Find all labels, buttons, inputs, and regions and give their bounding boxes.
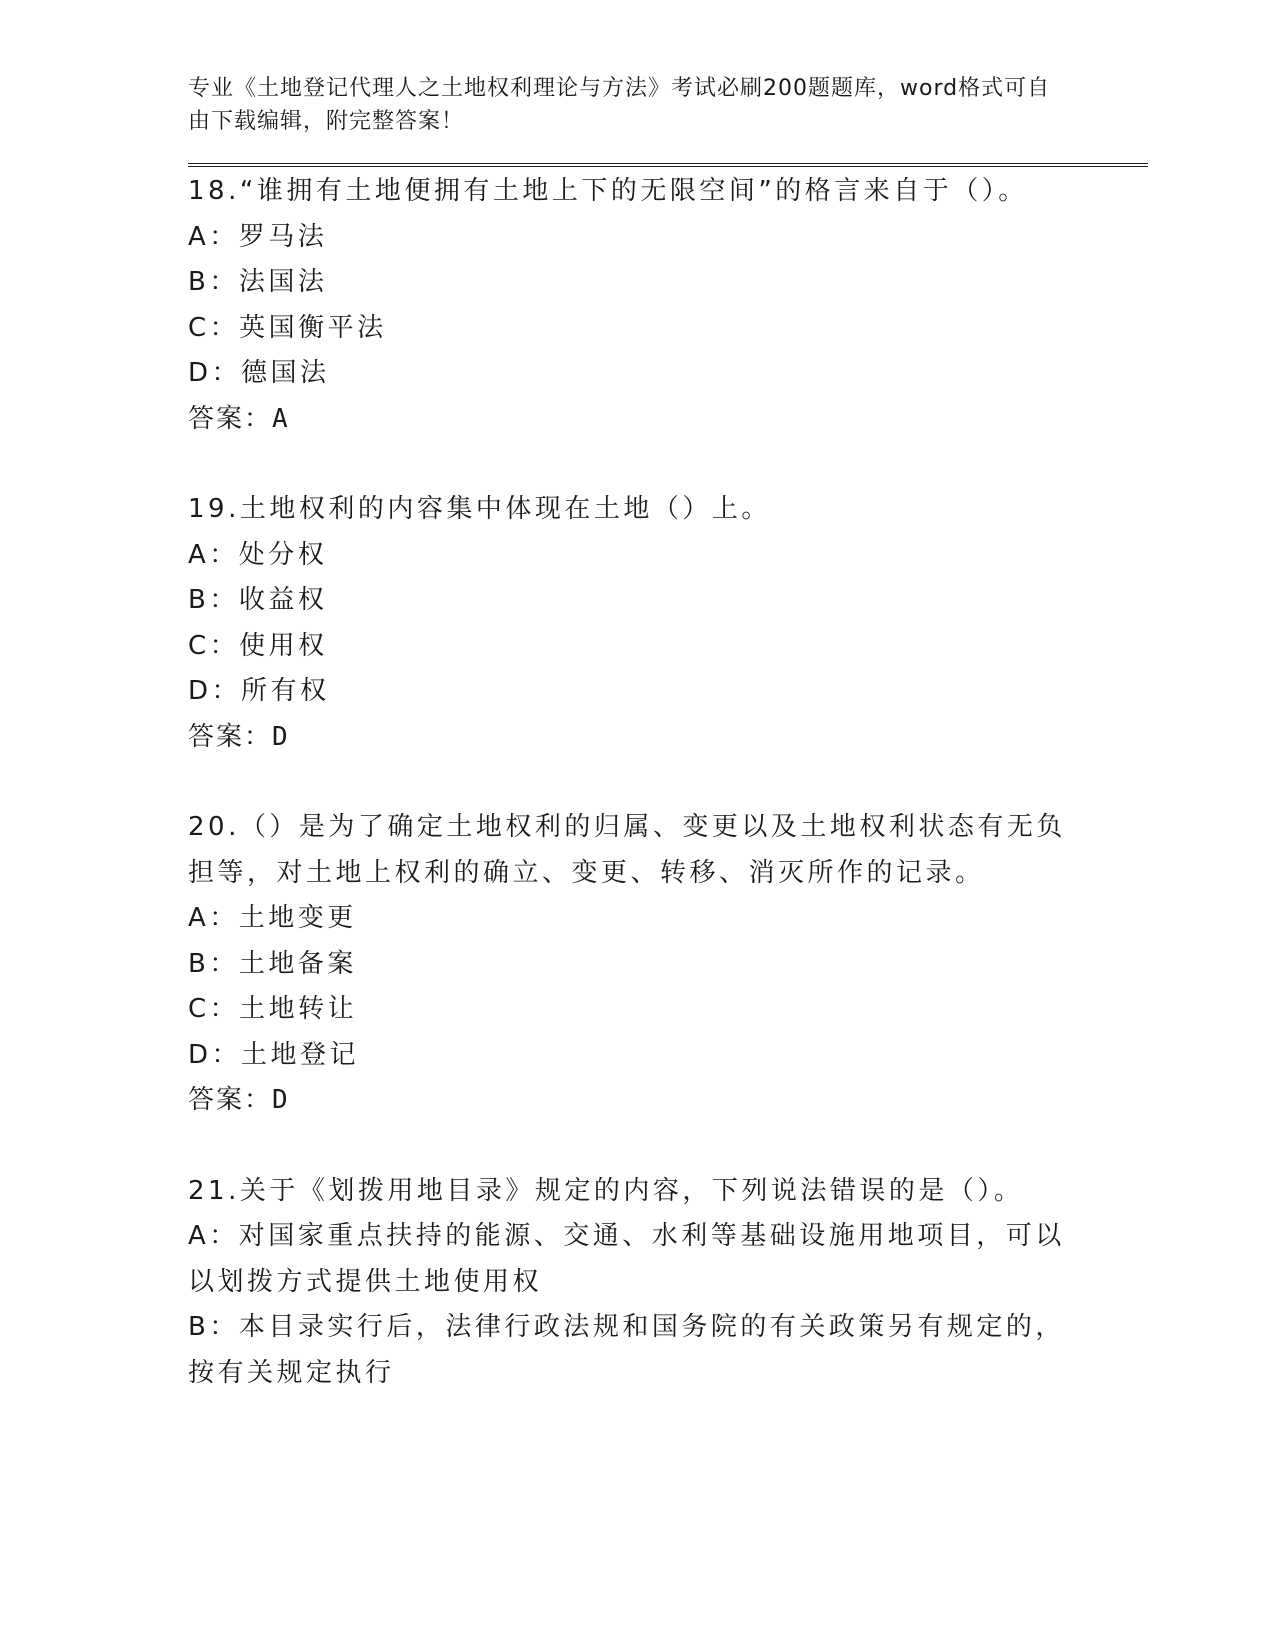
question-text: 20.（）是为了确定土地权利的归属、变更以及土地权利状态有无负担等，对土地上权利的确立、变更、转移、消灭所作的记录。	[188, 812, 1066, 888]
question-text: 19.土地权利的内容集中体现在土地（）上。	[188, 494, 771, 524]
question-18	[188, 169, 1148, 442]
option-a: A：土地变更	[188, 903, 357, 933]
option-b: B：法国法	[188, 267, 328, 297]
option-c: C：土地转让	[188, 994, 358, 1024]
answer-value: A	[272, 403, 288, 434]
answer-value: D	[272, 721, 288, 752]
option-b: B：收益权	[188, 585, 328, 615]
question-text: 21.关于《划拨用地目录》规定的内容，下列说法错误的是（）。	[188, 1175, 1024, 1206]
option-d: D：土地登记	[188, 1039, 360, 1070]
document-header: 专业《土地登记代理人之土地权利理论与方法》考试必刷200题题库，word格式可自由下载编辑，附完整答案！	[188, 76, 1051, 134]
header-divider	[188, 163, 1148, 167]
option-a: A：对国家重点扶持的能源、交通、水利等基础设施用地项目，可以以划拨方式提供土地使用权	[188, 1221, 1065, 1297]
question-list	[188, 169, 1148, 1396]
option-b: B：土地备案	[188, 948, 357, 979]
option-a: A：罗马法	[188, 221, 328, 252]
answer-line	[188, 1078, 1148, 1124]
answer-value: D	[272, 1085, 288, 1115]
question-text: 18.“谁拥有土地便拥有土地上下的无限空间”的格言来自于（）。	[188, 176, 1028, 206]
answer-line	[188, 397, 1148, 443]
option-d: D：所有权	[188, 676, 330, 706]
answer-label: 答案：	[188, 721, 273, 752]
option-a: A：处分权	[188, 539, 328, 570]
question-19	[188, 487, 1148, 760]
answer-label: 答案：	[188, 1085, 273, 1115]
option-d: D：德国法	[188, 358, 330, 388]
answer-line	[188, 715, 1148, 761]
document-page	[188, 72, 1148, 1441]
option-b: B：本目录实行后，法律行政法规和国务院的有关政策另有规定的，按有关规定执行	[188, 1312, 1065, 1388]
answer-label: 答案：	[188, 403, 273, 434]
question-21	[188, 1169, 1148, 1397]
option-c: C：使用权	[188, 630, 328, 661]
option-c: C：英国衡平法	[188, 312, 387, 343]
question-20	[188, 805, 1148, 1124]
